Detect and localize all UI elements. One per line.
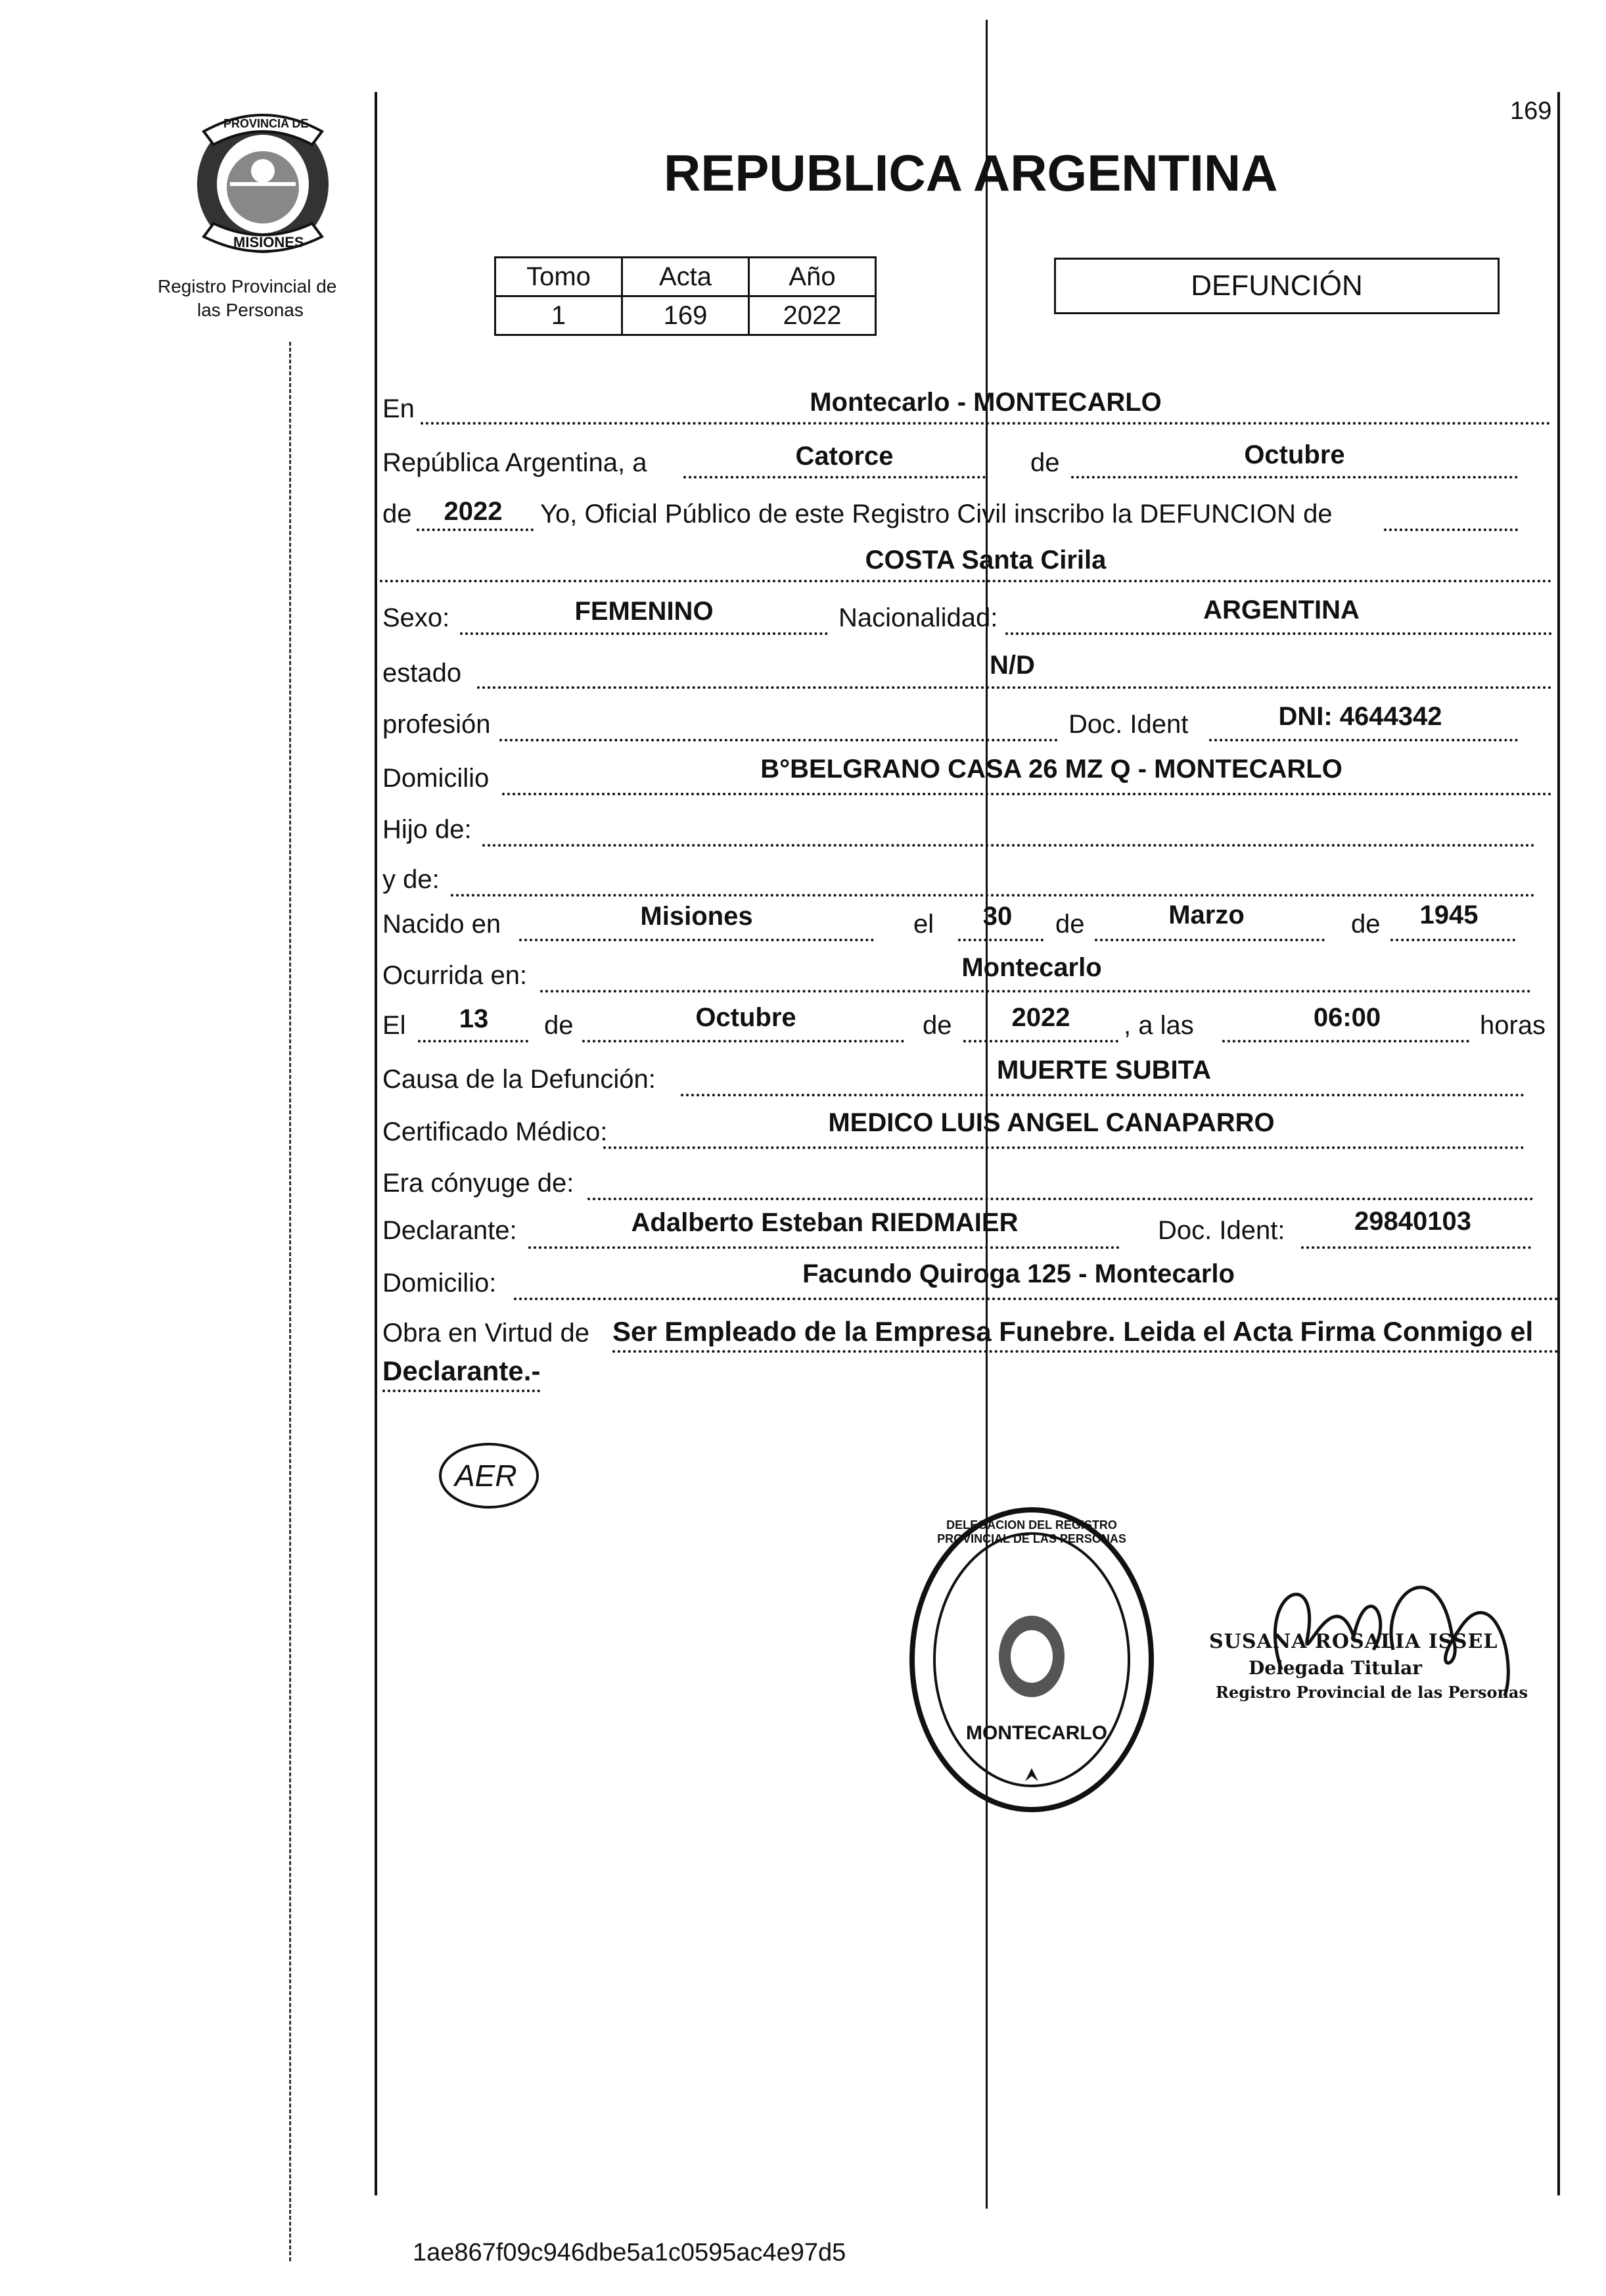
label-nacido-en: Nacido en (382, 910, 501, 939)
label-doc-ident: Doc. Ident (1068, 710, 1189, 739)
mes-value: Octubre (1244, 440, 1345, 469)
obra-value-line2: Declarante.- (382, 1355, 541, 1386)
label-de: de (544, 1011, 574, 1040)
label-ocurrida-en: Ocurrida en: (382, 961, 528, 990)
dotted-line (1222, 1040, 1469, 1043)
nombre-value: COSTA Santa Cirila (865, 546, 1107, 574)
dotted-line (958, 939, 1044, 941)
table-row (495, 296, 876, 335)
label-el-cap: El (382, 1011, 406, 1040)
def-dia-value: 13 (459, 1004, 489, 1033)
declarante-domicilio-value: Facundo Quiroga 125 - Montecarlo (802, 1259, 1235, 1288)
table-cell: 169 (622, 296, 749, 335)
hora-value: 06:00 (1313, 1003, 1381, 1032)
document-hash: 1ae867f09c946dbe5a1c0595ac4e97d5 (413, 2239, 846, 2266)
label-causa: Causa de la Defunción: (382, 1065, 656, 1094)
initials-mark (436, 1440, 541, 1512)
label-profesion: profesión (382, 710, 491, 739)
stamp-inner-text: MONTECARLO (966, 1722, 1107, 1744)
dotted-line (681, 1094, 1525, 1096)
dotted-line (1095, 939, 1325, 941)
dotted-line (417, 528, 534, 531)
doc-type-box (1054, 258, 1500, 314)
table-header-cell: Acta (622, 258, 749, 296)
dotted-line (528, 1246, 1120, 1249)
official-stamp (907, 1505, 1157, 1814)
label-domicilio: Domicilio (382, 764, 490, 793)
anio-value: 2022 (444, 497, 503, 526)
def-mes-value: Octubre (695, 1003, 796, 1032)
left-margin-line (375, 92, 377, 2195)
table-header-cell: Tomo (495, 258, 622, 296)
label-sexo: Sexo: (382, 603, 450, 632)
label-de: de (1055, 910, 1085, 939)
dotted-line (1384, 528, 1518, 531)
dotted-line (582, 1040, 904, 1043)
dotted-line (1071, 476, 1518, 479)
def-anio-value: 2022 (1011, 1003, 1070, 1032)
stamp-outer-text: DELEGACION DEL REGISTRO PROVINCIAL DE LAS PERSONAS (937, 1518, 1126, 1545)
dotted-line (519, 939, 874, 941)
nacido-anio-value: 1945 (1419, 901, 1479, 929)
nacido-mes-value: Marzo (1168, 901, 1245, 929)
label-conyuge: Era cónyuge de: (382, 1169, 574, 1198)
dotted-line (963, 1040, 1118, 1043)
page-title: REPUBLICA ARGENTINA (664, 144, 1278, 202)
causa-value: MUERTE SUBITA (997, 1056, 1211, 1085)
label-de: de (1030, 448, 1060, 477)
table-cell: 1 (495, 296, 622, 335)
emblem-text-bottom: MISIONES (233, 234, 304, 250)
dotted-line (1005, 632, 1552, 635)
dotted-line (587, 1198, 1534, 1200)
label-declarante: Declarante: (382, 1216, 517, 1245)
label-certificado: Certificado Médico: (382, 1117, 608, 1146)
dotted-line (451, 894, 1535, 897)
sexo-value: FEMENINO (574, 597, 714, 626)
dni-value: DNI: 4644342 (1278, 702, 1442, 731)
label-republica: República Argentina, a (382, 448, 647, 477)
label-en: En (382, 394, 415, 423)
label-hijo-de: Hijo de: (382, 815, 472, 844)
dotted-line (603, 1146, 1525, 1149)
label-estado: estado (382, 659, 462, 688)
label-y-de: y de: (382, 865, 440, 894)
label-horas: horas (1480, 1011, 1546, 1040)
dotted-line (477, 686, 1552, 689)
estado-value: N/D (990, 651, 1035, 680)
hole-punch-line (289, 342, 291, 2261)
label-doc-ident-declarante: Doc. Ident: (1158, 1216, 1285, 1245)
dotted-line (540, 990, 1531, 993)
dotted-line (502, 793, 1552, 795)
province-emblem (177, 105, 348, 263)
label-obra: Obra en Virtud de (382, 1319, 590, 1347)
dotted-line (482, 844, 1535, 847)
obra-value-line1: Ser Empleado de la Empresa Funebre. Leida el Acta Firma Conmigo el (612, 1316, 1534, 1347)
signer-role: Delegada Titular (1249, 1657, 1423, 1679)
initials-text: AER (455, 1459, 517, 1493)
signer-name: SUSANA ROSALIA ISSEL (1209, 1630, 1498, 1653)
dotted-line (1209, 739, 1518, 741)
dotted-line (683, 476, 986, 479)
registry-name-line1: Registro Provincial de (158, 276, 337, 296)
table-header-row (495, 258, 876, 296)
dotted-line (514, 1298, 1559, 1300)
nacido-lugar-value: Misiones (640, 902, 753, 931)
dotted-line (380, 580, 1552, 582)
emblem-text-top: PROVINCIA DE (223, 117, 309, 130)
register-table (494, 256, 877, 336)
domicilio-value: B°BELGRANO CASA 26 MZ Q - MONTECARLO (760, 755, 1342, 784)
right-margin-line (1557, 92, 1560, 2195)
nacido-dia-value: 30 (982, 902, 1013, 931)
registry-name-line2: las Personas (197, 300, 304, 320)
declarante-doc-value: 29840103 (1354, 1207, 1471, 1236)
label-el: el (913, 910, 934, 939)
lugar-value: Montecarlo - MONTECARLO (810, 388, 1162, 417)
table-header-cell: Año (749, 258, 876, 296)
dotted-line (1301, 1246, 1531, 1249)
signer-office: Registro Provincial de las Personas (1216, 1683, 1528, 1702)
dia-letras-value: Catorce (795, 442, 894, 471)
certificado-value: MEDICO LUIS ANGEL CANAPARRO (828, 1108, 1275, 1137)
dotted-line (460, 632, 828, 635)
label-de: de (1351, 910, 1381, 939)
dotted-line (499, 739, 1058, 741)
dotted-line (421, 422, 1551, 425)
page-number: 169 (1510, 97, 1552, 125)
signature-block (1209, 1630, 1551, 1702)
dotted-line (382, 1390, 540, 1392)
ocurrida-en-value: Montecarlo (961, 953, 1102, 982)
label-de: de (382, 500, 412, 528)
label-a-las: , a las (1124, 1011, 1194, 1040)
label-nacionalidad: Nacionalidad: (838, 603, 998, 632)
label-domicilio-declarante: Domicilio: (382, 1269, 497, 1298)
table-cell: 2022 (749, 296, 876, 335)
label-yo: Yo, Oficial Público de este Registro Civil inscribo la DEFUNCION de (540, 500, 1333, 528)
dotted-line (1390, 939, 1515, 941)
declarante-value: Adalberto Esteban RIEDMAIER (631, 1208, 1019, 1237)
dotted-line (612, 1350, 1559, 1353)
nacionalidad-value: ARGENTINA (1203, 596, 1360, 624)
doc-type-label: DEFUNCIÓN (1191, 269, 1363, 302)
dotted-line (418, 1040, 528, 1043)
label-de: de (923, 1011, 952, 1040)
